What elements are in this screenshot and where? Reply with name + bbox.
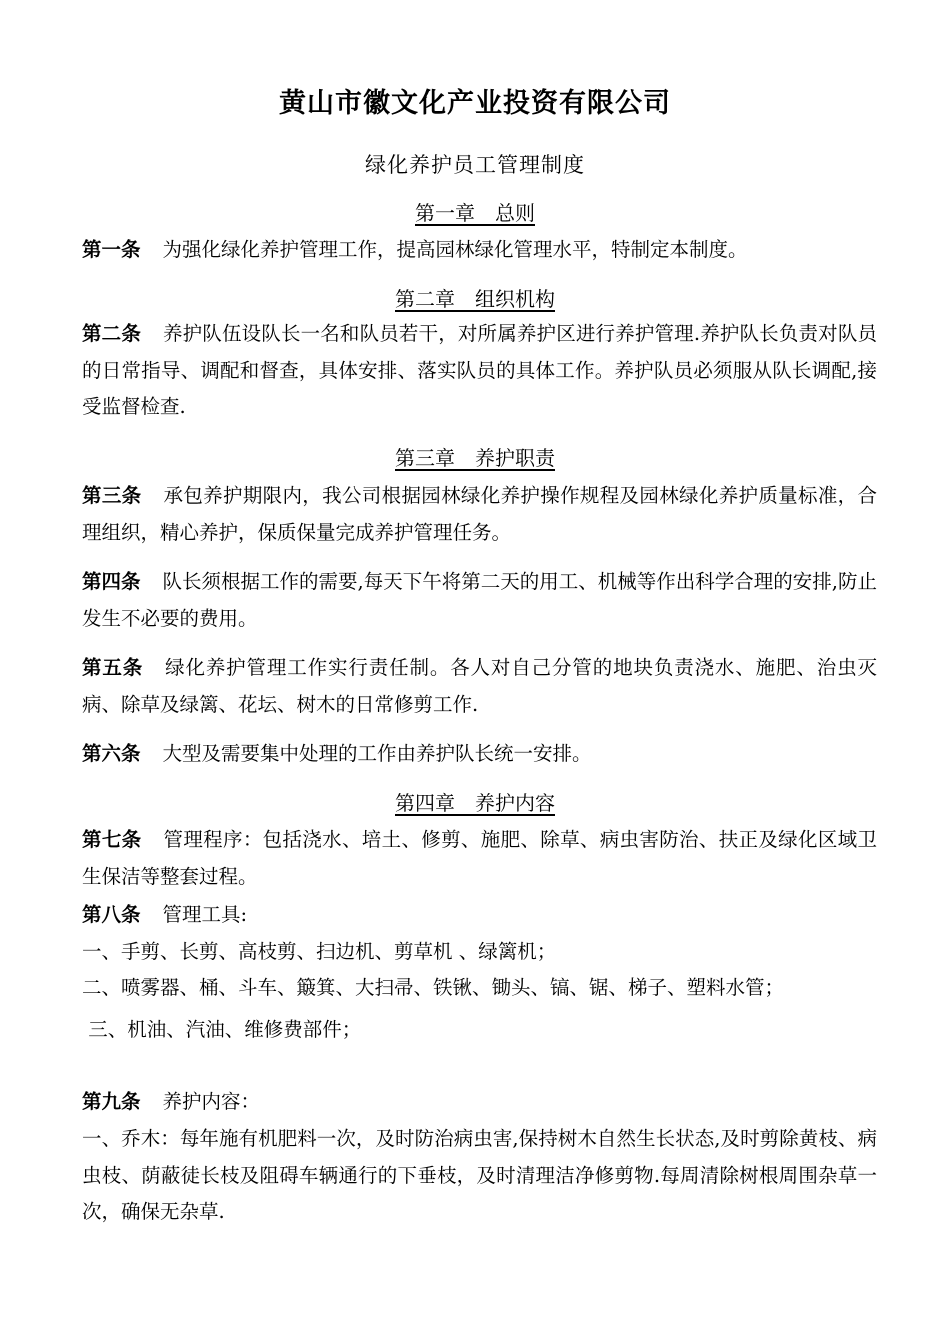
article-9-text: 养护内容： [162, 1090, 261, 1113]
article-6 [82, 736, 877, 773]
article-8-text: 管理工具: [162, 903, 248, 926]
article-8 [82, 897, 877, 934]
article-4-text: 队长须根据工作的需要,每天下午将第二天的用工、机械等作出科学合理的安排,防止发生不必要的费用。 [82, 570, 877, 630]
article-9-label: 第九条 [82, 1090, 141, 1113]
article-2-label: 第二条 [82, 322, 141, 345]
chapter-1-heading [0, 196, 950, 230]
article-7-text: 管理程序：包括浇水、培土、修剪、施肥、除草、病虫害防治、扶正及绿化区域卫生保洁等整套过程。 [82, 828, 877, 888]
article-9-item-1: 一、乔木：每年施有机肥料一次，及时防治病虫害,保持树木自然生长状态,及时剪除黄枝、病虫枝、荫蔽徒长枝及阻碍车辆通行的下垂枝，及时清理洁净修剪物.每周清除树根周围杂草一次，确保无杂草. [82, 1127, 877, 1223]
chapter-3-label: 第三章 养护职责 [395, 446, 555, 470]
chapter-1-label: 第一章 总则 [415, 201, 535, 225]
article-1 [82, 232, 877, 269]
article-2-text: 养护队伍设队长一名和队员若干，对所属养护区进行养护管理.养护队长负责对队员的日常指导、调配和督查，具体安排、落实队员的具体工作。养护队员必须服从队长调配,接受监督检查. [82, 322, 877, 418]
article-8-item-1: 一、手剪、长剪、高枝剪、扫边机、剪草机 、绿篱机； [82, 940, 557, 963]
article-5-label: 第五条 [82, 656, 144, 679]
article-5 [82, 650, 877, 723]
article-7-label: 第七条 [82, 828, 142, 851]
chapter-3-heading [0, 441, 950, 475]
article-4 [82, 564, 877, 637]
chapter-4-heading [0, 786, 950, 820]
article-1-label: 第一条 [82, 238, 141, 261]
chapter-2-label: 第二章 组织机构 [395, 287, 555, 311]
article-4-label: 第四条 [82, 570, 141, 593]
article-9 [82, 1084, 877, 1121]
article-8-item-3: 三、机油、汽油、维修费部件； [82, 1018, 362, 1041]
article-3-label: 第三条 [82, 484, 142, 507]
article-6-text: 大型及需要集中处理的工作由养护队长统一安排。 [162, 742, 592, 765]
article-7 [82, 822, 877, 895]
article-2 [82, 316, 877, 426]
article-1-text: 为强化绿化养护管理工作，提高园林绿化管理水平，特制定本制度。 [162, 238, 748, 261]
article-5-text: 绿化养护管理工作实行责任制。各人对自己分管的地块负责浇水、施肥、治虫灭病、除草及绿篱、花坛、树木的日常修剪工作. [82, 656, 877, 716]
article-8-label: 第八条 [82, 903, 141, 926]
document-title: 绿化养护员工管理制度 [365, 153, 585, 177]
chapter-4-label: 第四章 养护内容 [395, 791, 555, 815]
company-title: 黄山市徽文化产业投资有限公司 [279, 88, 671, 119]
chapter-2-heading [0, 282, 950, 316]
article-3 [82, 478, 877, 551]
article-3-text: 承包养护期限内，我公司根据园林绿化养护操作规程及园林绿化养护质量标准，合理组织，精心养护，保质保量完成养护管理任务。 [82, 484, 877, 544]
article-8-item-2: 二、喷雾器、桶、斗车、簸箕、大扫帚、铁锹、锄头、镐、锯、梯子、塑料水管； [82, 976, 785, 999]
article-6-label: 第六条 [82, 742, 141, 765]
